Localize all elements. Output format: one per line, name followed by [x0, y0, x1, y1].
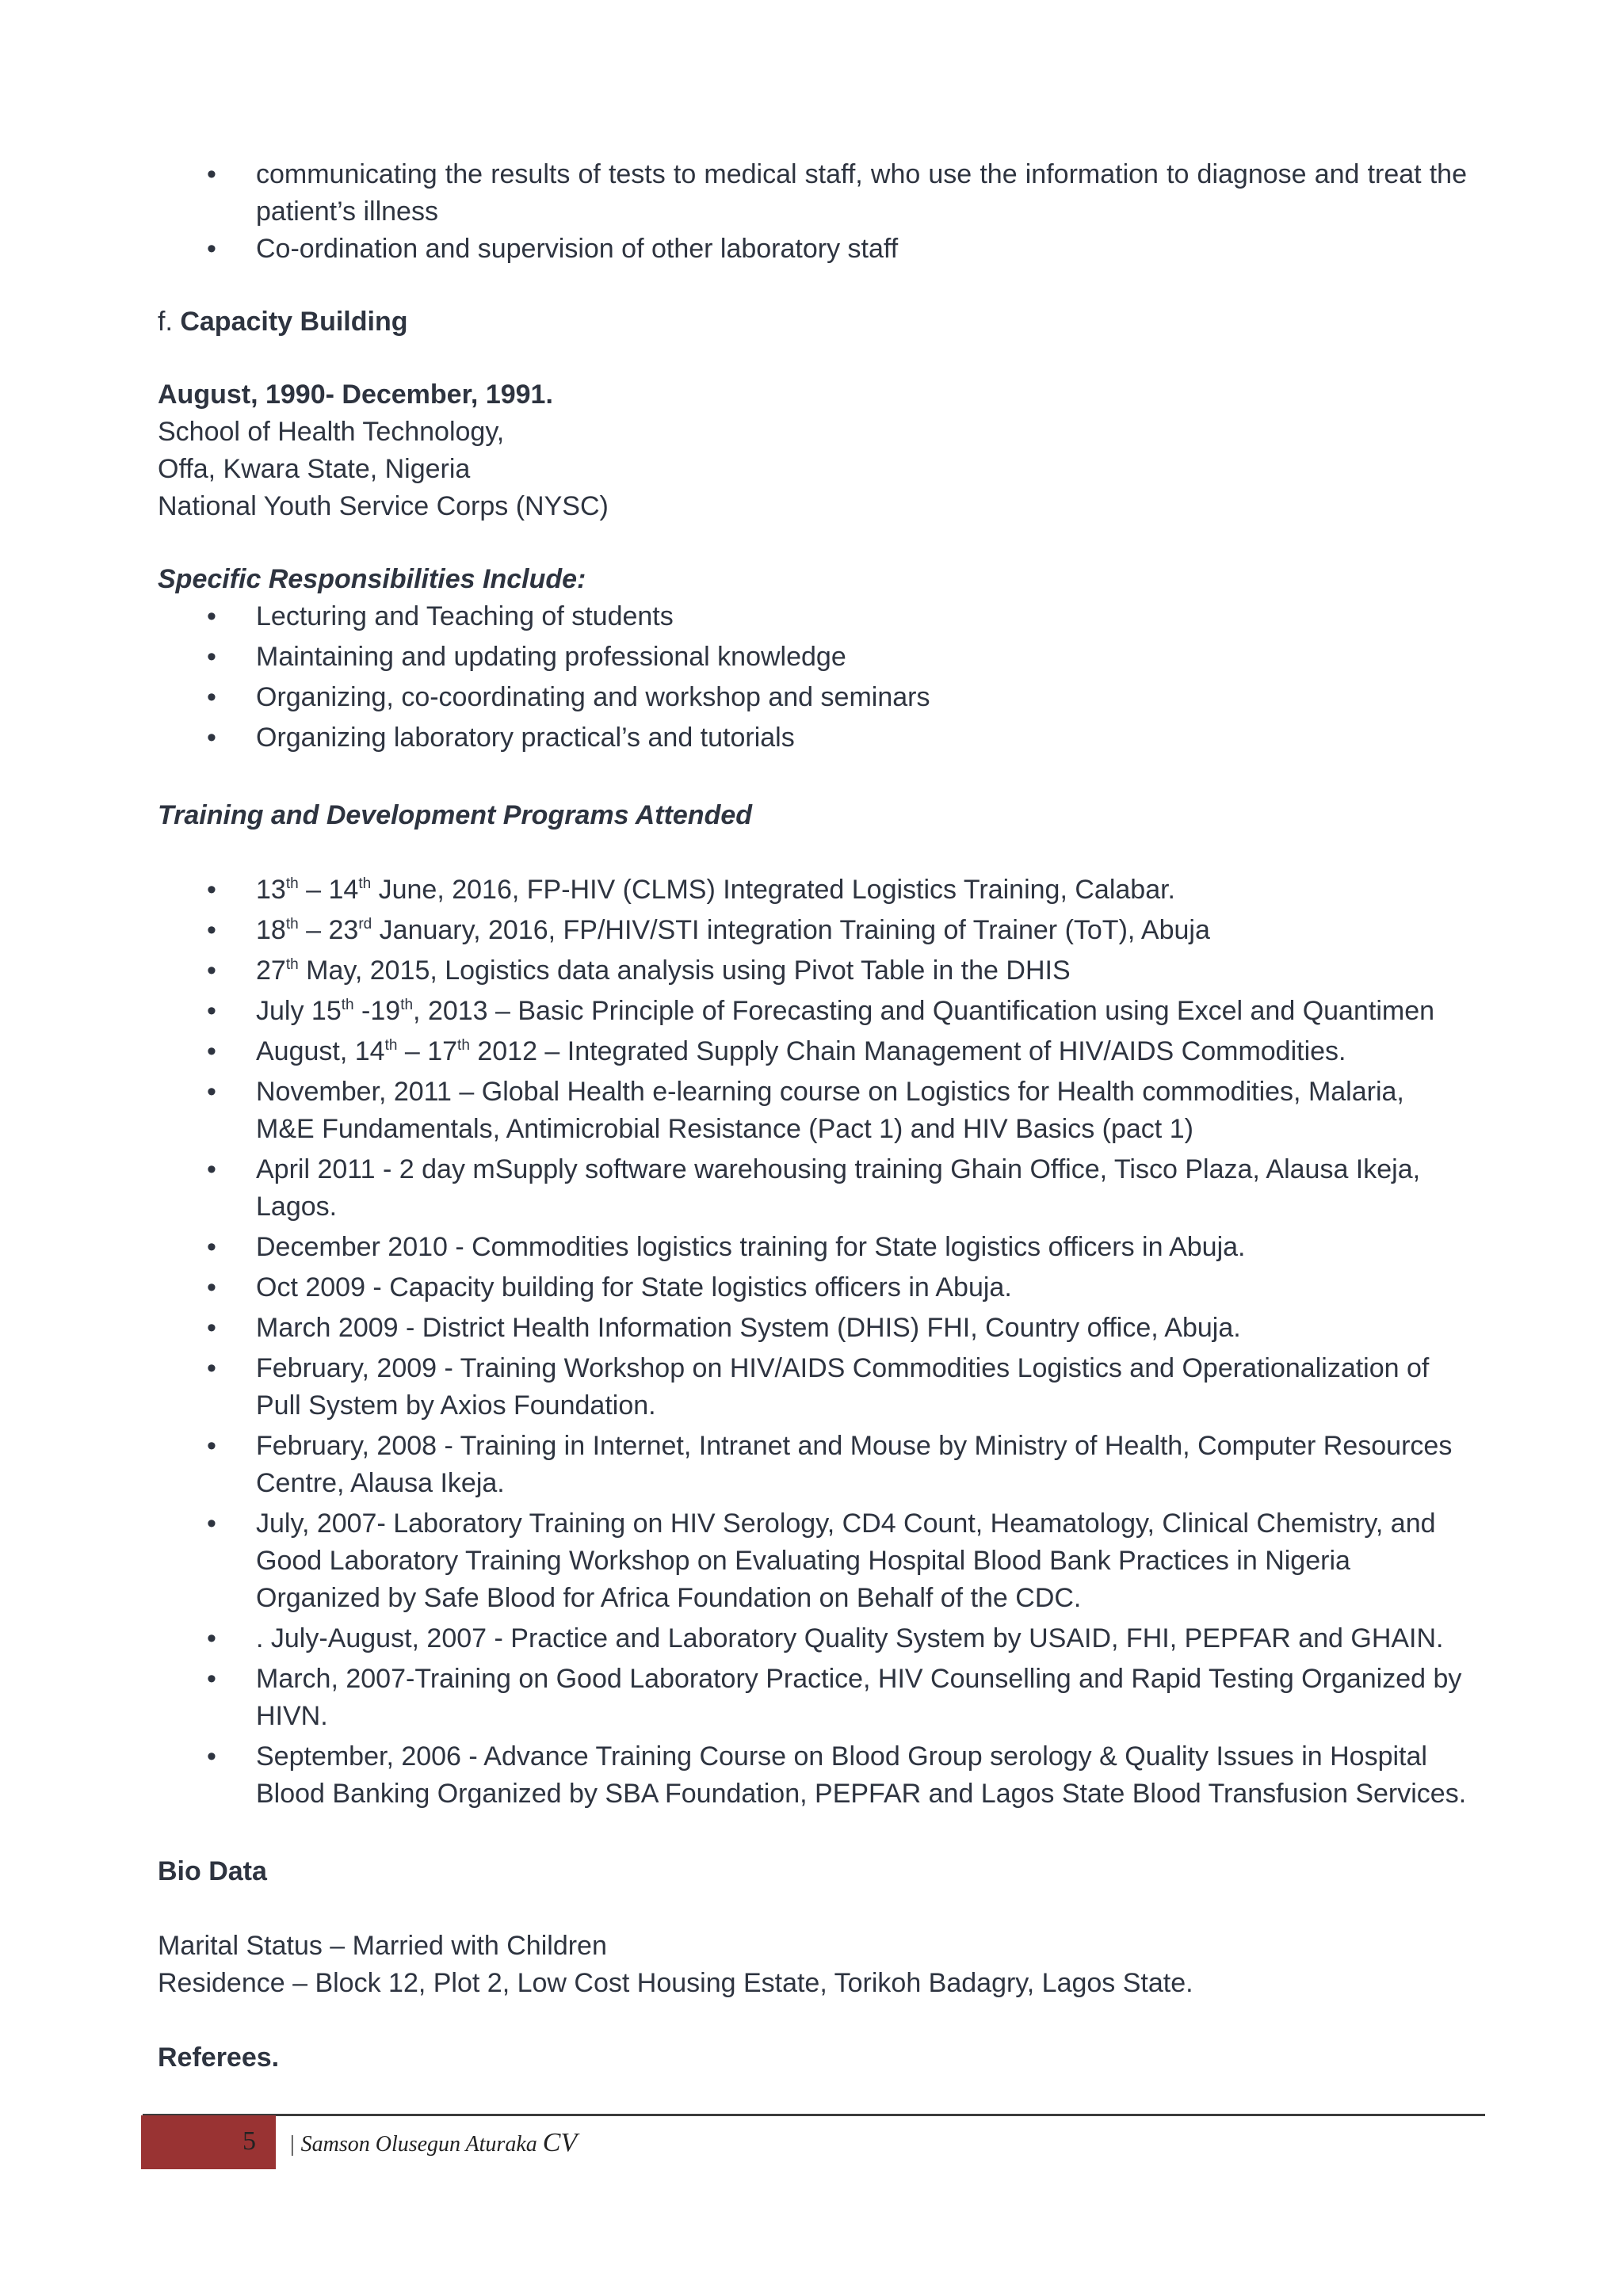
training-item: • 13th – 14th June, 2016, FP-HIV (CLMS) Integrated Logistics Training, Calabar. [158, 871, 1467, 909]
bullet-icon: • [207, 1036, 216, 1066]
bullet-icon: • [207, 723, 216, 753]
bullet-icon: • [207, 642, 216, 672]
training-item: • November, 2011 – Global Health e-learning course on Logistics for Health commodities, Malaria, M&E Fundamentals, Antimicrobial Resistance (Pact 1) and HIV Basics (pact 1) [158, 1074, 1467, 1148]
bullet-icon: • [207, 1623, 216, 1653]
job-dates: August, 1990- December, 1991. [158, 379, 553, 410]
bullet-icon: • [207, 1232, 216, 1262]
footer-divider [143, 2114, 1485, 2116]
training-item: • February, 2009 - Training Workshop on HIV/AIDS Commodities Logistics and Operationalization of Pull System by Axios Foundation. [158, 1350, 1467, 1425]
marital-status: Marital Status – Married with Children [158, 1931, 607, 1961]
duties-list [158, 156, 1467, 268]
training-item: • March 2009 - District Health Information System (DHIS) FHI, Country office, Abuja. [158, 1310, 1467, 1347]
training-item: • February, 2008 - Training in Internet, Intranet and Mouse by Ministry of Health, Computer Resources Centre, Alausa Ikeja. [158, 1428, 1467, 1502]
list-item: • Organizing, co-coordinating and workshop and seminars [158, 679, 1467, 716]
training-item: • July, 2007- Laboratory Training on HIV Serology, CD4 Count, Heamatology, Clinical Chemistry, and Good Laboratory Training Workshop on Evaluating Hospital Blood Bank Practices in Nigeria Organized by Safe Blood for Africa Foundation on Behalf of the CDC. [158, 1505, 1467, 1617]
bullet-icon: • [207, 915, 216, 945]
referees-heading: Referees. [158, 2042, 280, 2073]
training-item: • April 2011 - 2 day mSupply software warehousing training Ghain Office, Tisco Plaza, Alausa Ikeja, Lagos. [158, 1151, 1467, 1226]
training-item: • December 2010 - Commodities logistics training for State logistics officers in Abuja. [158, 1229, 1467, 1266]
job-institution: School of Health Technology, [158, 417, 505, 447]
training-item: • September, 2006 - Advance Training Course on Blood Group serology & Quality Issues in Hospital Blood Banking Organized by SBA Foundation, PEPFAR and Lagos State Blood Transfusion Services. [158, 1738, 1467, 1813]
bullet-icon: • [207, 1353, 216, 1383]
bullet-icon: • [207, 1741, 216, 1772]
list-item: • communicating the results of tests to medical staff, who use the information to diagnose and treat the patient’s illness [158, 156, 1467, 231]
training-heading: Training and Development Programs Attended [158, 800, 753, 830]
bullet-icon: • [207, 682, 216, 712]
job-location: Offa, Kwara State, Nigeria [158, 454, 471, 484]
bullet-icon: • [207, 601, 216, 631]
bullet-icon: • [207, 955, 216, 986]
footer-cv: CV [542, 2128, 578, 2157]
training-item: • March, 2007-Training on Good Laboratory Practice, HIV Counselling and Rapid Testing Organized by HIVN. [158, 1661, 1467, 1735]
bullet-icon: • [207, 159, 216, 189]
list-item: • Co-ordination and supervision of other laboratory staff [158, 231, 1467, 268]
bullet-icon: • [207, 875, 216, 905]
residence: Residence – Block 12, Plot 2, Low Cost Housing Estate, Torikoh Badagry, Lagos State. [158, 1968, 1193, 1998]
bullet-icon: • [207, 234, 216, 264]
bullet-icon: • [207, 1272, 216, 1302]
training-item: • August, 14th – 17th 2012 – Integrated Supply Chain Management of HIV/AIDS Commodities. [158, 1033, 1467, 1070]
job-organization: National Youth Service Corps (NYSC) [158, 491, 609, 521]
list-item: • Lecturing and Teaching of students [158, 598, 1467, 635]
training-item: • 18th – 23rd January, 2016, FP/HIV/STI integration Training of Trainer (ToT), Abuja [158, 912, 1467, 949]
page-number: 5 [242, 2126, 256, 2156]
footer-name: Samson Olusegun Aturaka [300, 2132, 537, 2157]
training-item: • July 15th -19th, 2013 – Basic Principle of Forecasting and Quantification using Excel and Quantimen [158, 993, 1467, 1030]
bullet-icon: • [207, 1154, 216, 1184]
training-item: • Oct 2009 - Capacity building for State logistics officers in Abuja. [158, 1269, 1467, 1306]
responsibilities-heading: Specific Responsibilities Include: [158, 564, 586, 594]
footer-title: | Samson Olusegun Aturaka CV [290, 2128, 578, 2157]
bullet-icon: • [207, 1077, 216, 1107]
bullet-icon: • [207, 996, 216, 1026]
training-item: • . July-August, 2007 - Practice and Laboratory Quality System by USAID, FHI, PEPFAR and GHAIN. [158, 1620, 1467, 1657]
responsibilities-list [158, 598, 1467, 757]
list-item: • Organizing laboratory practical’s and tutorials [158, 719, 1467, 757]
list-item: • Maintaining and updating professional knowledge [158, 639, 1467, 676]
bio-data-heading: Bio Data [158, 1856, 267, 1886]
bullet-icon: • [207, 1664, 216, 1694]
bullet-icon: • [207, 1313, 216, 1343]
bullet-icon: • [207, 1508, 216, 1539]
bullet-icon: • [207, 1431, 216, 1461]
page-content [158, 156, 1467, 2077]
training-item: • 27th May, 2015, Logistics data analysis using Pivot Table in the DHIS [158, 952, 1467, 990]
section-heading-capacity: f. Capacity Building [158, 307, 408, 337]
training-list [158, 871, 1467, 1813]
